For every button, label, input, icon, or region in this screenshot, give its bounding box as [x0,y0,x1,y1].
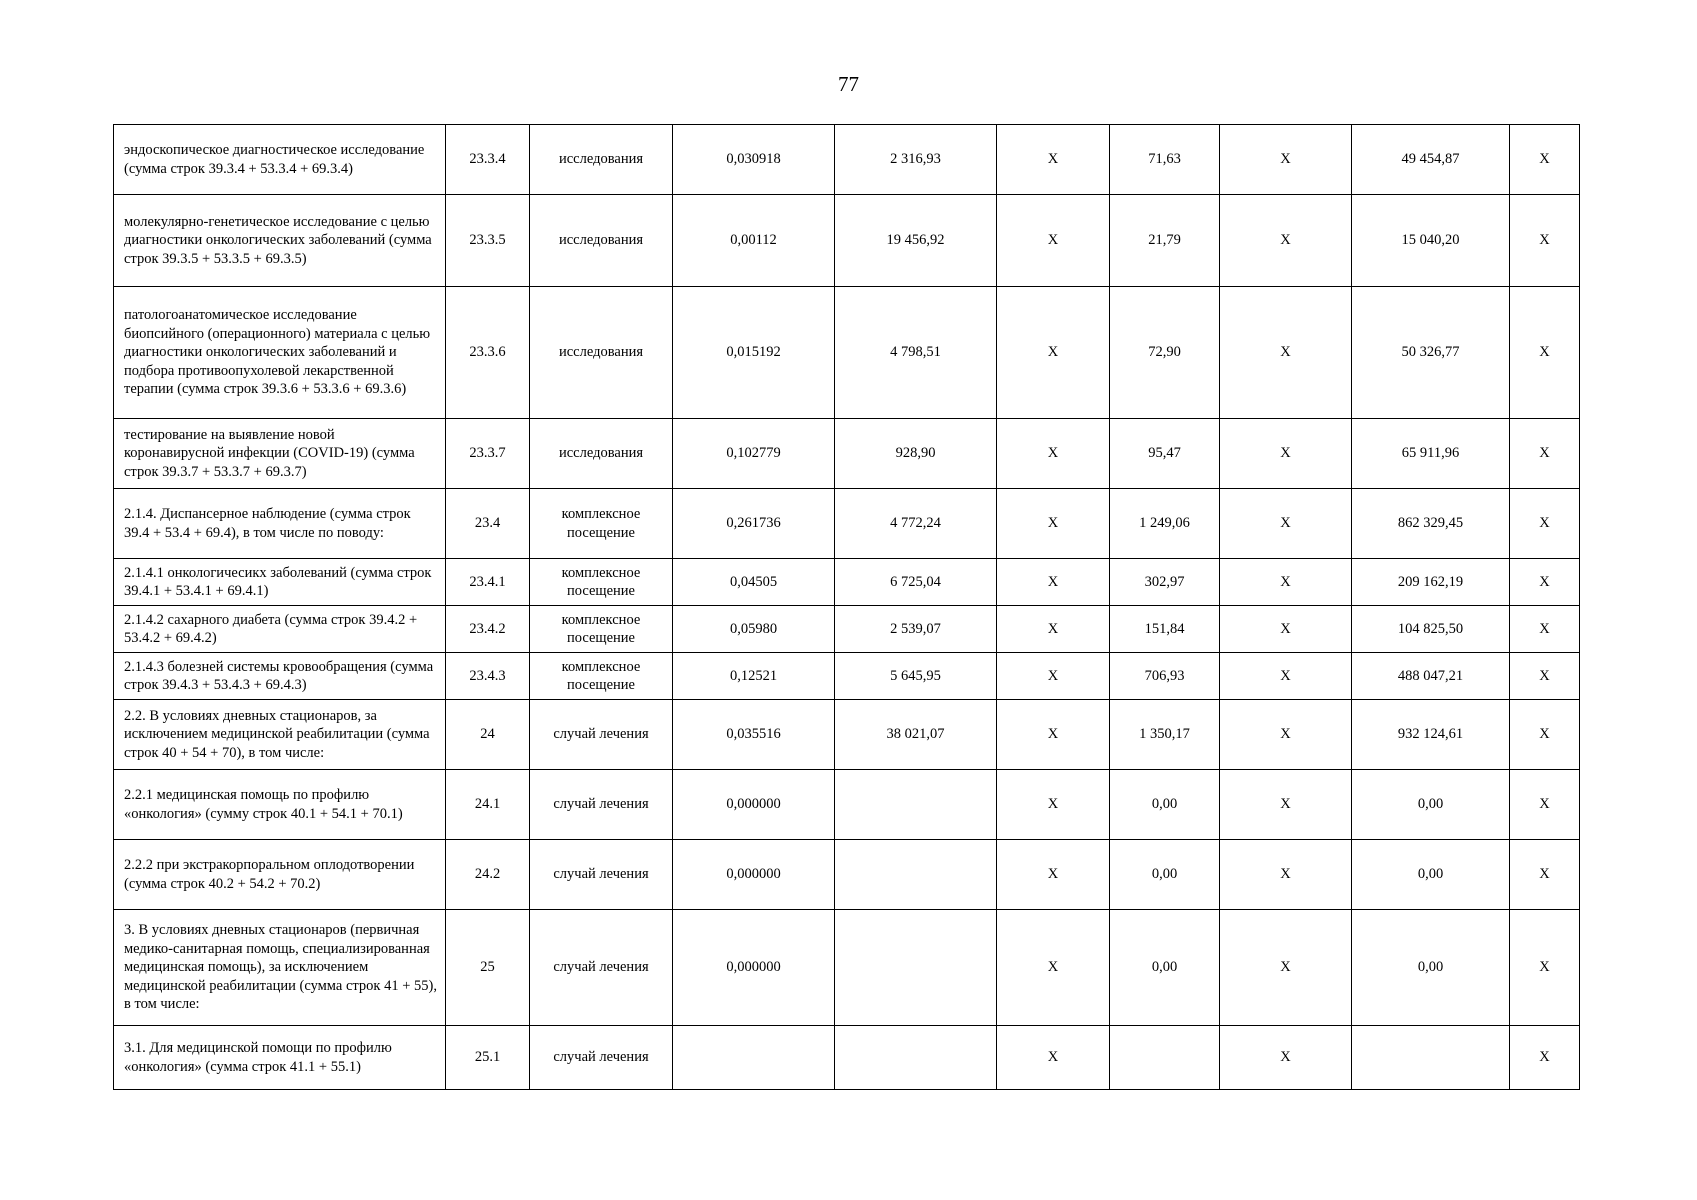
row-col9: 50 326,77 [1352,287,1510,419]
row-col9: 0,00 [1352,840,1510,910]
row-col6: X [997,489,1110,559]
row-volume: 0,102779 [673,419,835,489]
table-row [114,419,1580,489]
row-col10: X [1510,195,1580,287]
row-volume: 0,000000 [673,840,835,910]
row-volume: 0,12521 [673,653,835,700]
row-col7: 302,97 [1110,559,1220,606]
row-col6: X [997,125,1110,195]
row-col7: 95,47 [1110,419,1220,489]
row-cost: 2 539,07 [835,606,997,653]
row-col9: 932 124,61 [1352,700,1510,770]
row-col6: X [997,1026,1110,1090]
row-col10: X [1510,559,1580,606]
row-col10: X [1510,910,1580,1026]
table-row [114,700,1580,770]
row-col8: X [1220,653,1352,700]
row-col9: 0,00 [1352,910,1510,1026]
row-code: 23.4.3 [446,653,530,700]
row-col6: X [997,770,1110,840]
row-code: 24 [446,700,530,770]
table-row [114,489,1580,559]
row-volume: 0,00112 [673,195,835,287]
row-volume: 0,000000 [673,910,835,1026]
row-volume: 0,04505 [673,559,835,606]
row-col8: X [1220,770,1352,840]
row-code: 23.4.2 [446,606,530,653]
row-col10: X [1510,419,1580,489]
row-unit: комплексное посещение [530,559,673,606]
row-col9: 488 047,21 [1352,653,1510,700]
row-name: 3. В условиях дневных стационаров (первичная медико-санитарная помощь, специализированная медицинская помощь), за исключением медицинской реабилитации (сумма строк 41 + 55), в том числе: [114,910,446,1026]
row-unit: случай лечения [530,770,673,840]
row-col10: X [1510,653,1580,700]
row-col10: X [1510,1026,1580,1090]
row-col10: X [1510,700,1580,770]
row-name: 2.1.4.2 сахарного диабета (сумма строк 39.4.2 + 53.4.2 + 69.4.2) [114,606,446,653]
row-cost: 4 772,24 [835,489,997,559]
row-col6: X [997,606,1110,653]
row-col9: 65 911,96 [1352,419,1510,489]
row-col6: X [997,559,1110,606]
row-name: эндоскопическое диагностическое исследование (сумма строк 39.3.4 + 53.3.4 + 69.3.4) [114,125,446,195]
row-volume: 0,035516 [673,700,835,770]
row-col8: X [1220,559,1352,606]
row-col7: 0,00 [1110,840,1220,910]
row-col9: 862 329,45 [1352,489,1510,559]
table-row [114,559,1580,606]
row-col10: X [1510,287,1580,419]
row-col10: X [1510,770,1580,840]
row-col6: X [997,419,1110,489]
table-row [114,195,1580,287]
row-col7: 71,63 [1110,125,1220,195]
row-col9 [1352,1026,1510,1090]
row-code: 24.2 [446,840,530,910]
row-col9: 104 825,50 [1352,606,1510,653]
row-code: 23.4.1 [446,559,530,606]
row-unit: комплексное посещение [530,489,673,559]
row-code: 23.3.7 [446,419,530,489]
row-col7: 21,79 [1110,195,1220,287]
row-col10: X [1510,606,1580,653]
table-row [114,125,1580,195]
row-col6: X [997,910,1110,1026]
row-col10: X [1510,840,1580,910]
data-table [113,124,1580,1090]
row-col10: X [1510,125,1580,195]
row-code: 23.3.4 [446,125,530,195]
row-code: 25 [446,910,530,1026]
row-unit: случай лечения [530,700,673,770]
page-number: 77 [838,72,859,96]
row-cost [835,1026,997,1090]
row-cost: 6 725,04 [835,559,997,606]
table-row [114,606,1580,653]
row-name: 2.1.4. Диспансерное наблюдение (сумма строк 39.4 + 53.4 + 69.4), в том числе по поводу: [114,489,446,559]
row-col7: 1 350,17 [1110,700,1220,770]
row-col7: 0,00 [1110,770,1220,840]
row-code: 23.4 [446,489,530,559]
row-col8: X [1220,125,1352,195]
table-row [114,1026,1580,1090]
row-col8: X [1220,840,1352,910]
row-col6: X [997,700,1110,770]
row-col8: X [1220,489,1352,559]
row-col8: X [1220,287,1352,419]
row-cost [835,770,997,840]
row-col7: 0,00 [1110,910,1220,1026]
row-unit: исследования [530,125,673,195]
row-col10: X [1510,489,1580,559]
row-name: 2.2.2 при экстракорпоральном оплодотворении (сумма строк 40.2 + 54.2 + 70.2) [114,840,446,910]
row-cost: 4 798,51 [835,287,997,419]
row-code: 24.1 [446,770,530,840]
row-volume: 0,261736 [673,489,835,559]
row-col8: X [1220,606,1352,653]
row-col6: X [997,287,1110,419]
row-col9: 49 454,87 [1352,125,1510,195]
row-col8: X [1220,419,1352,489]
row-col6: X [997,653,1110,700]
row-name: 2.1.4.3 болезней системы кровообращения (сумма строк 39.4.3 + 53.4.3 + 69.4.3) [114,653,446,700]
row-name: тестирование на выявление новой коронавирусной инфекции (COVID-19) (сумма строк 39.3.7 + 53.3.7 + 69.3.7) [114,419,446,489]
row-col7: 72,90 [1110,287,1220,419]
row-cost: 38 021,07 [835,700,997,770]
row-volume: 0,015192 [673,287,835,419]
row-unit: исследования [530,287,673,419]
row-unit: исследования [530,195,673,287]
row-col8: X [1220,910,1352,1026]
row-volume: 0,05980 [673,606,835,653]
row-col9: 15 040,20 [1352,195,1510,287]
row-volume: 0,030918 [673,125,835,195]
row-unit: исследования [530,419,673,489]
row-unit: случай лечения [530,910,673,1026]
row-name: молекулярно-генетическое исследование с целью диагностики онкологических заболеваний (сумма строк 39.3.5 + 53.3.5 + 69.3.5) [114,195,446,287]
row-name: 3.1. Для медицинской помощи по профилю «онкология» (сумма строк 41.1 + 55.1) [114,1026,446,1090]
row-col7 [1110,1026,1220,1090]
row-volume [673,1026,835,1090]
table-row [114,653,1580,700]
row-col6: X [997,195,1110,287]
row-col8: X [1220,195,1352,287]
row-code: 23.3.6 [446,287,530,419]
row-code: 23.3.5 [446,195,530,287]
row-col7: 706,93 [1110,653,1220,700]
row-col9: 0,00 [1352,770,1510,840]
row-col8: X [1220,700,1352,770]
row-code: 25.1 [446,1026,530,1090]
row-col8: X [1220,1026,1352,1090]
row-col7: 1 249,06 [1110,489,1220,559]
row-name: 2.2. В условиях дневных стационаров, за исключением медицинской реабилитации (сумма строк 40 + 54 + 70), в том числе: [114,700,446,770]
row-cost: 2 316,93 [835,125,997,195]
table-row [114,770,1580,840]
row-unit: случай лечения [530,1026,673,1090]
row-name: 2.2.1 медицинская помощь по профилю «онкология» (сумму строк 40.1 + 54.1 + 70.1) [114,770,446,840]
row-cost: 5 645,95 [835,653,997,700]
row-unit: комплексное посещение [530,606,673,653]
row-volume: 0,000000 [673,770,835,840]
table-row [114,287,1580,419]
row-unit: комплексное посещение [530,653,673,700]
row-col9: 209 162,19 [1352,559,1510,606]
row-col7: 151,84 [1110,606,1220,653]
row-cost [835,840,997,910]
row-col6: X [997,840,1110,910]
table-row [114,840,1580,910]
row-name: 2.1.4.1 онкологичесикх заболеваний (сумма строк 39.4.1 + 53.4.1 + 69.4.1) [114,559,446,606]
row-cost: 19 456,92 [835,195,997,287]
row-unit: случай лечения [530,840,673,910]
row-cost: 928,90 [835,419,997,489]
row-name: патологоанатомическое исследование биопсийного (операционного) материала с целью диагностики онкологических заболеваний и подбора противоопухолевой лекарственной терапии (сумма строк 39.3.6 + 53.3.6 + 69.3.6) [114,287,446,419]
row-cost [835,910,997,1026]
table-row [114,910,1580,1026]
